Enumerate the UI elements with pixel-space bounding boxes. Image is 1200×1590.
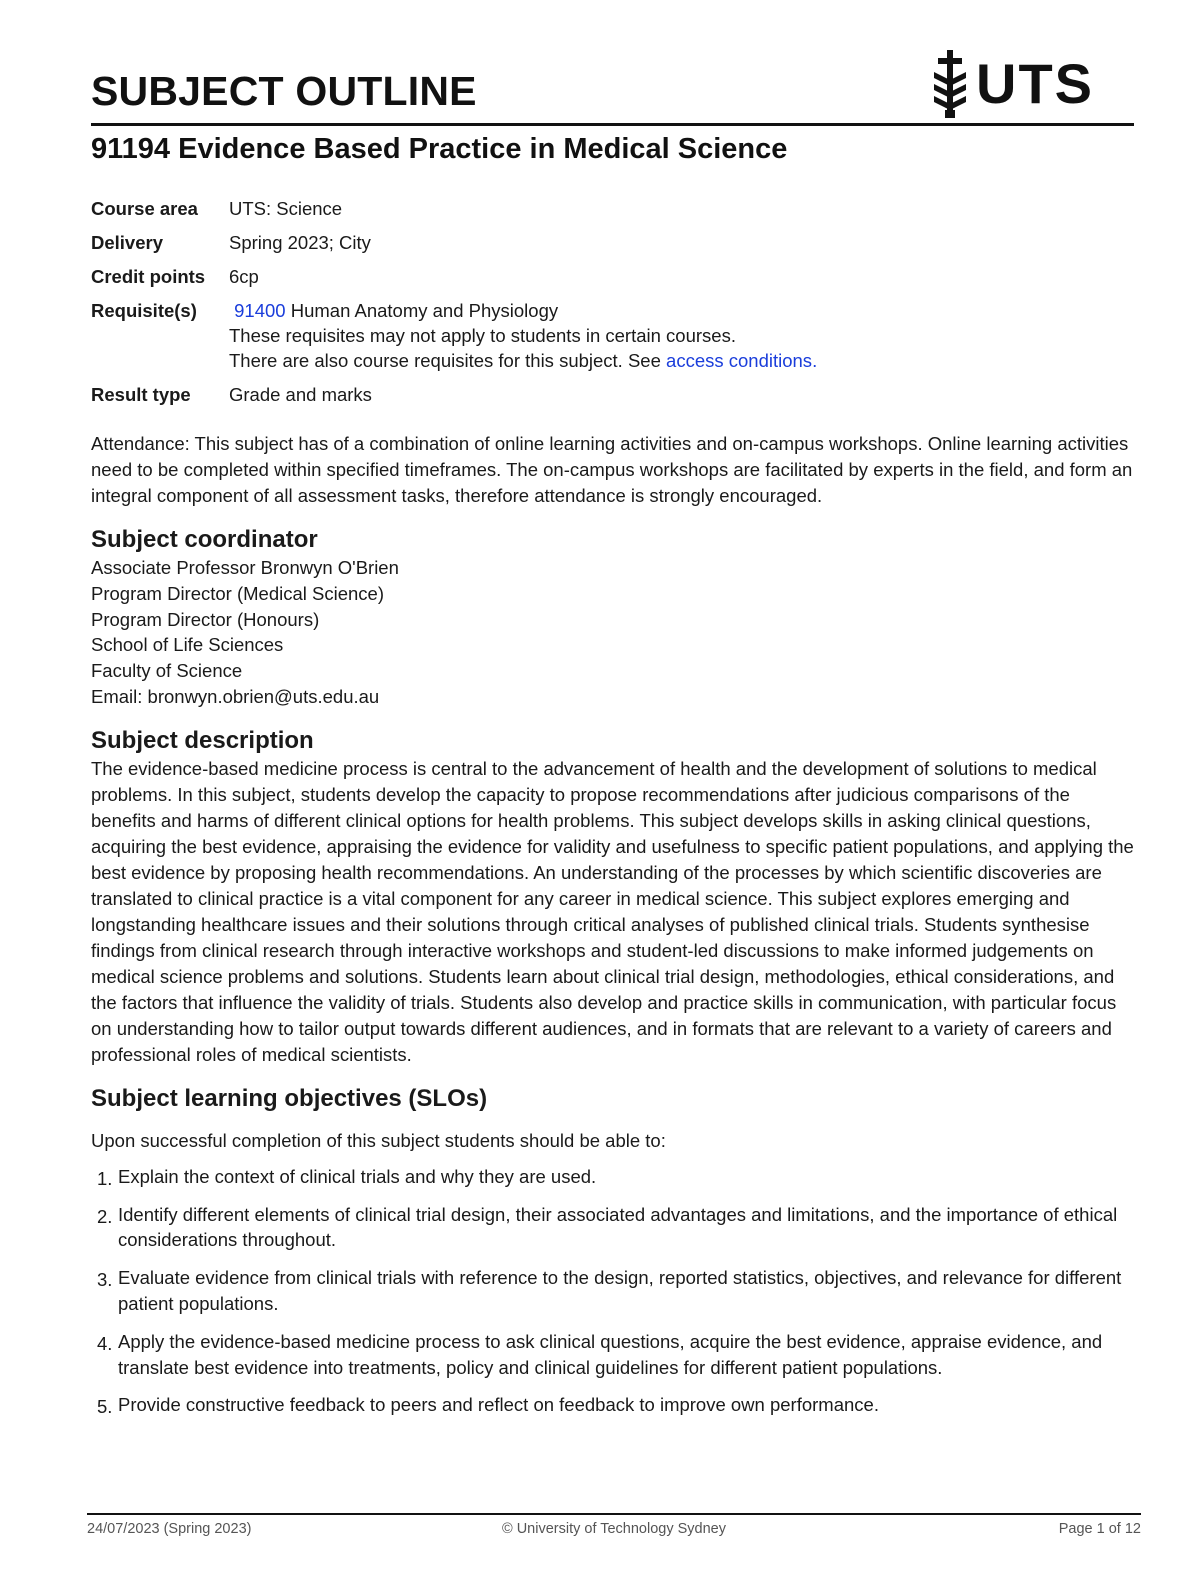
description-paragraph: The evidence-based medicine process is central to the advancement of health and the development of solutions to medical problems. In this subject, students develop the capacity to propose recommendations after judicious comparisons of the benefits and harms of different clinical options for health problems. This subject develops skills in asking clinical questions, acquiring the best evidence, appraising the evidence for validity and usefulness to specific patient populations, and applying the best evidence by proposing health recommendations. An understanding of the processes by which scientific discoveries are translated to clinical practice is a vital component for any career in medical science. This subject explores emerging and longstanding healthcare issues and their solutions through critical analyses of published clinical trials. Students synthesise findings from clinical research through interactive workshops and student-led discussions to make informed judgements on medical science problems and solutions. Students learn about clinical trial design, methodologies, ethical considerations, and the factors that influence the validity of trials. Students also develop and practice skills in communication, with particular focus on understanding how to tailor output towards different audiences, and in formats that are relevant to a variety of careers and professional roles of medical scientists. [91, 757, 1134, 1065]
coordinator-details [91, 555, 1134, 710]
delivery-value: Spring 2023; City [229, 232, 371, 253]
list-item [91, 1164, 1134, 1190]
access-conditions-period: . [812, 350, 818, 371]
coordinator-email: Email: bronwyn.obrien@uts.edu.au [91, 685, 380, 707]
credit-points-row [91, 264, 1134, 289]
objective-text: Explain the context of clinical trials and why they are used. [118, 1165, 597, 1187]
subject-details [91, 196, 1134, 407]
footer-page-number: Page 1 of 12 [1058, 1521, 1141, 1537]
objective-text: Evaluate evidence from clinical trials with reference to the design, reported statistics, objectives, and relevance for different patient populations. [118, 1267, 1122, 1314]
objective-number: 5. [97, 1396, 113, 1418]
objective-number: 1. [97, 1167, 113, 1189]
course-area-label: Course area [91, 198, 198, 219]
footer-divider [87, 1513, 1141, 1515]
coordinator-line: School of Life Sciences [91, 634, 284, 656]
requisites-row [91, 298, 1134, 373]
list-item [91, 1202, 1134, 1254]
objectives-intro: Upon successful completion of this subject students should be able to: [91, 1129, 666, 1151]
objective-text: Identify different elements of clinical trial design, their associated advantages and limitations, and the importance of ethical considerations throughout. [118, 1203, 1118, 1251]
attendance-paragraph: Attendance: This subject has of a combination of online learning activities and on-campus workshops. Online learning activities need to be completed within specified timeframes. The on-campus workshops are facilitated by experts in the field, and form an integral component of all assessment tasks, therefore attendance is strongly encouraged. [91, 433, 1133, 506]
list-item [91, 1265, 1134, 1317]
coordinator-line: Program Director (Honours) [91, 608, 320, 630]
requisite-code-link[interactable]: 91400 [234, 300, 286, 321]
list-item [91, 1392, 1134, 1418]
objective-text: Provide constructive feedback to peers and reflect on feedback to improve own performance. [118, 1394, 879, 1416]
objective-number: 4. [97, 1332, 113, 1354]
objective-number: 2. [97, 1205, 113, 1227]
result-type-value: Grade and marks [229, 384, 372, 405]
coordinator-heading: Subject coordinator [91, 526, 318, 553]
access-conditions-link[interactable]: access conditions [666, 350, 813, 371]
result-type-row [91, 382, 1134, 407]
course-area-value: UTS: Science [229, 198, 343, 219]
requisite-note: These requisites may not apply to students in certain courses. [229, 325, 736, 346]
list-item [91, 1329, 1134, 1381]
footer-date: 24/07/2023 (Spring 2023) [87, 1521, 252, 1537]
uts-logo-text: UTS [976, 52, 1094, 115]
objectives-list [91, 1164, 1134, 1418]
page-footer [87, 1513, 1141, 1537]
footer-copyright: © University of Technology Sydney [501, 1521, 726, 1537]
requisites-label: Requisite(s) [91, 300, 197, 321]
requisite-name: Human Anatomy and Physiology [290, 300, 559, 321]
subject-title: 91194 Evidence Based Practice in Medical Science [91, 133, 788, 165]
document-page [91, 0, 1134, 1430]
delivery-row [91, 230, 1134, 255]
document-title: SUBJECT OUTLINE [91, 68, 477, 114]
objective-number: 3. [97, 1269, 113, 1291]
result-type-label: Result type [91, 384, 191, 405]
coordinator-line: Program Director (Medical Science) [91, 582, 385, 604]
requisite-course-text: There are also course requisites for this subject. See [229, 350, 661, 371]
uts-logo [932, 50, 1094, 118]
coordinator-line: Associate Professor Bronwyn O'Brien [91, 557, 399, 578]
document-header [91, 0, 1134, 127]
delivery-label: Delivery [91, 232, 163, 253]
objective-text: Apply the evidence-based medicine process to ask clinical questions, acquire the best evidence, appraise evidence, and translate best evidence into treatments, policy and clinical guidelines for different patient populations. [118, 1330, 1103, 1378]
objectives-heading: Subject learning objectives (SLOs) [91, 1084, 488, 1112]
requisites-value [229, 298, 1134, 373]
credit-points-value: 6cp [229, 266, 259, 287]
credit-points-label: Credit points [91, 266, 206, 287]
course-area-row [91, 196, 1134, 221]
uts-crest-icon [932, 50, 968, 118]
header-divider [91, 123, 1134, 126]
description-heading: Subject description [91, 726, 314, 754]
coordinator-line: Faculty of Science [91, 660, 243, 682]
